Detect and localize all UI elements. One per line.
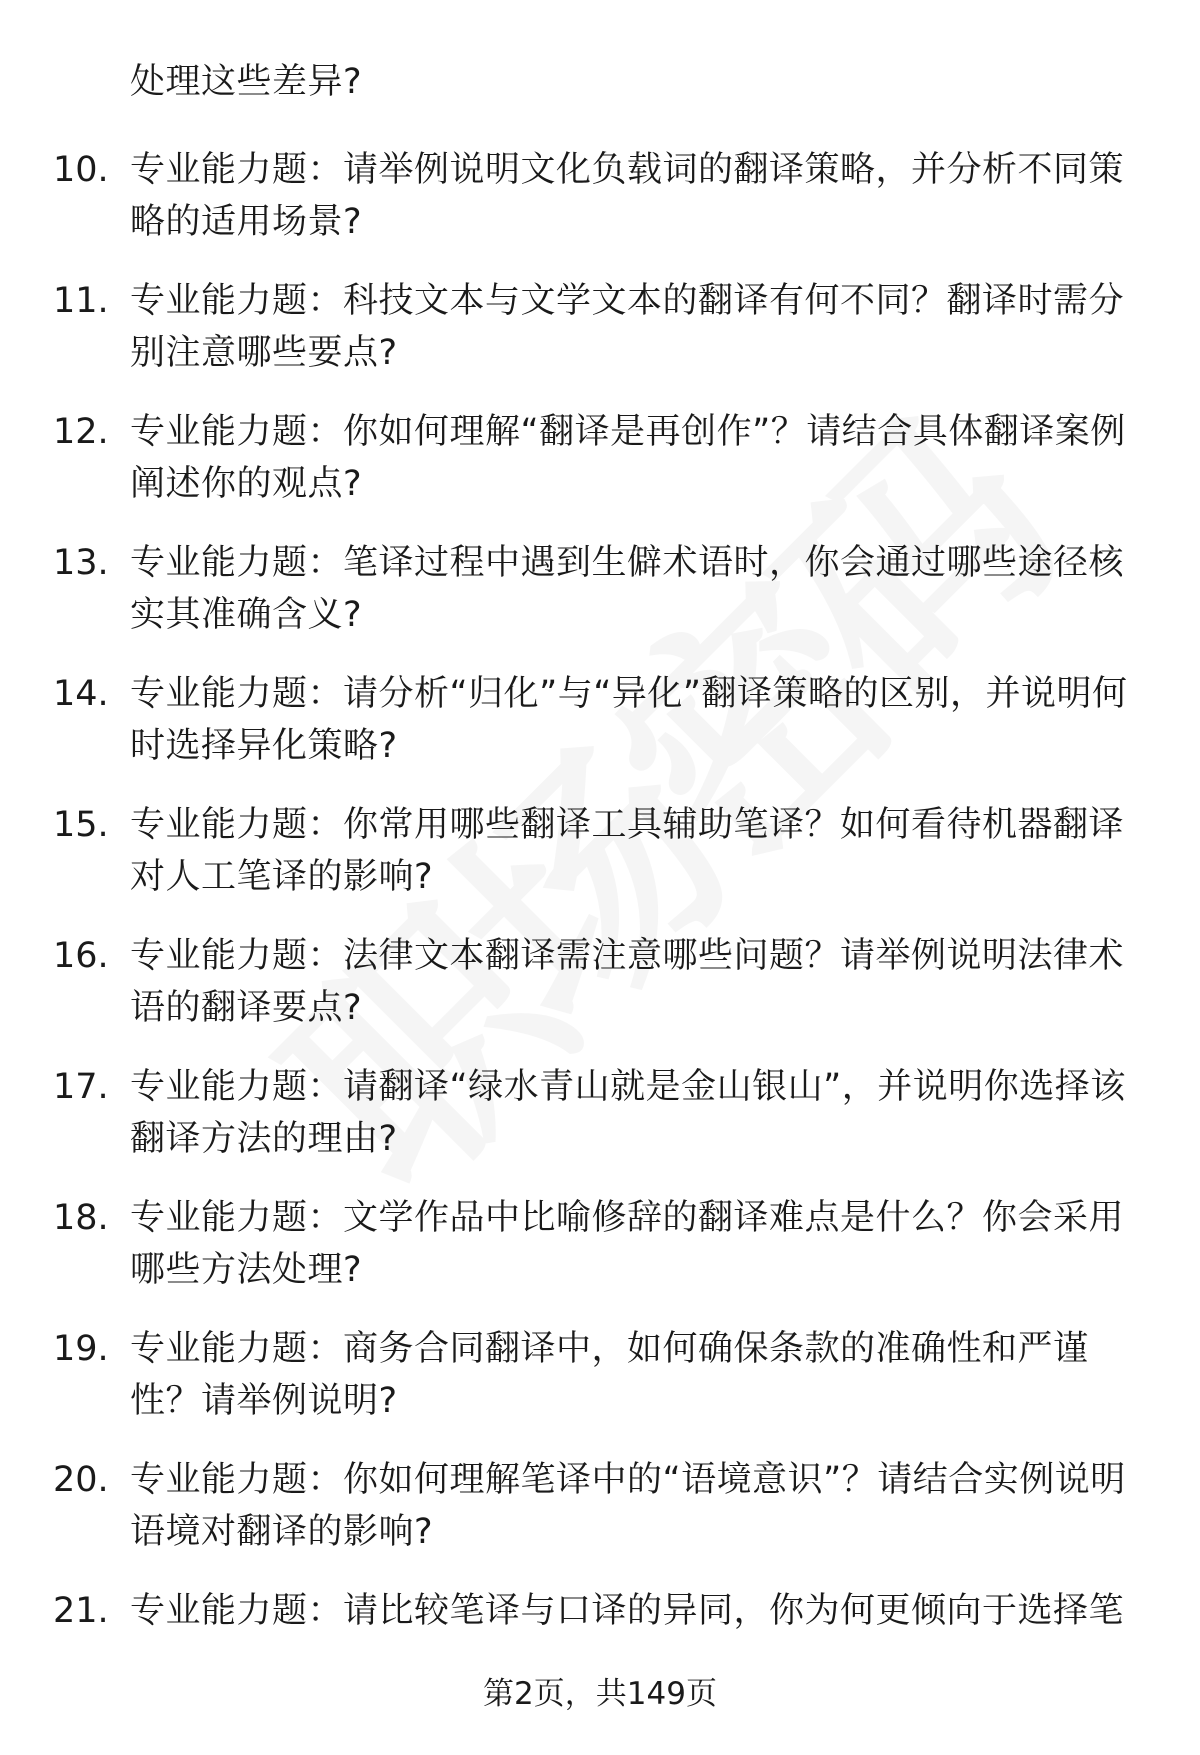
question-item: [0, 275, 1200, 406]
question-text: 专业能力题：你如何理解笔译中的“语境意识”？请结合实例说明语境对翻译的影响?: [130, 1460, 1126, 1552]
question-text: 专业能力题：请比较笔译与口译的异同，你为何更倾向于选择笔: [130, 1591, 1125, 1631]
question-item: [0, 406, 1200, 537]
question-number: 13.: [53, 543, 109, 583]
question-item: [0, 1454, 1200, 1585]
question-item: [0, 799, 1200, 930]
question-number: 19.: [53, 1329, 109, 1369]
question-text: 专业能力题：你常用哪些翻译工具辅助笔译？如何看待机器翻译对人工笔译的影响?: [130, 805, 1125, 897]
question-number: 20.: [53, 1460, 109, 1500]
question-item: [0, 537, 1200, 668]
question-text: 专业能力题：请翻译“绿水青山就是金山银山”，并说明你选择该翻译方法的理由?: [130, 1067, 1126, 1159]
question-item: [0, 1323, 1200, 1454]
question-text: 专业能力题：法律文本翻译需注意哪些问题？请举例说明法律术语的翻译要点?: [130, 936, 1125, 1028]
question-number: 17.: [53, 1067, 109, 1107]
question-number: 10.: [53, 150, 109, 190]
question-number: 12.: [53, 412, 109, 452]
question-number: 21.: [53, 1591, 109, 1631]
question-text: 专业能力题：笔译过程中遇到生僻术语时，你会通过哪些途径核实其准确含义?: [130, 543, 1125, 635]
continuation-text: 处理这些差异?: [130, 62, 363, 102]
page-footer: 第2页，共149页: [483, 1676, 717, 1712]
question-text: 专业能力题：科技文本与文学文本的翻译有何不同？翻译时需分别注意哪些要点?: [130, 281, 1125, 373]
question-text: 专业能力题：文学作品中比喻修辞的翻译难点是什么？你会采用哪些方法处理?: [130, 1198, 1125, 1290]
question-list: [0, 144, 1200, 1716]
question-text: 专业能力题：请分析“归化”与“异化”翻译策略的区别，并说明何时选择异化策略?: [130, 674, 1128, 766]
question-number: 14.: [53, 674, 109, 714]
question-item: [0, 1061, 1200, 1192]
question-text: 专业能力题：请举例说明文化负载词的翻译策略，并分析不同策略的适用场景?: [130, 150, 1125, 242]
question-number: 18.: [53, 1198, 109, 1238]
question-item: [0, 930, 1200, 1061]
question-item: [0, 1192, 1200, 1323]
question-text: 专业能力题：商务合同翻译中，如何确保条款的准确性和严谨性？请举例说明?: [130, 1329, 1089, 1421]
question-number: 11.: [53, 281, 109, 321]
question-text: 专业能力题：你如何理解“翻译是再创作”？请结合具体翻译案例阐述你的观点?: [130, 412, 1126, 504]
question-number: 16.: [53, 936, 109, 976]
question-item: [0, 668, 1200, 799]
question-number: 15.: [53, 805, 109, 845]
question-item: [0, 144, 1200, 275]
